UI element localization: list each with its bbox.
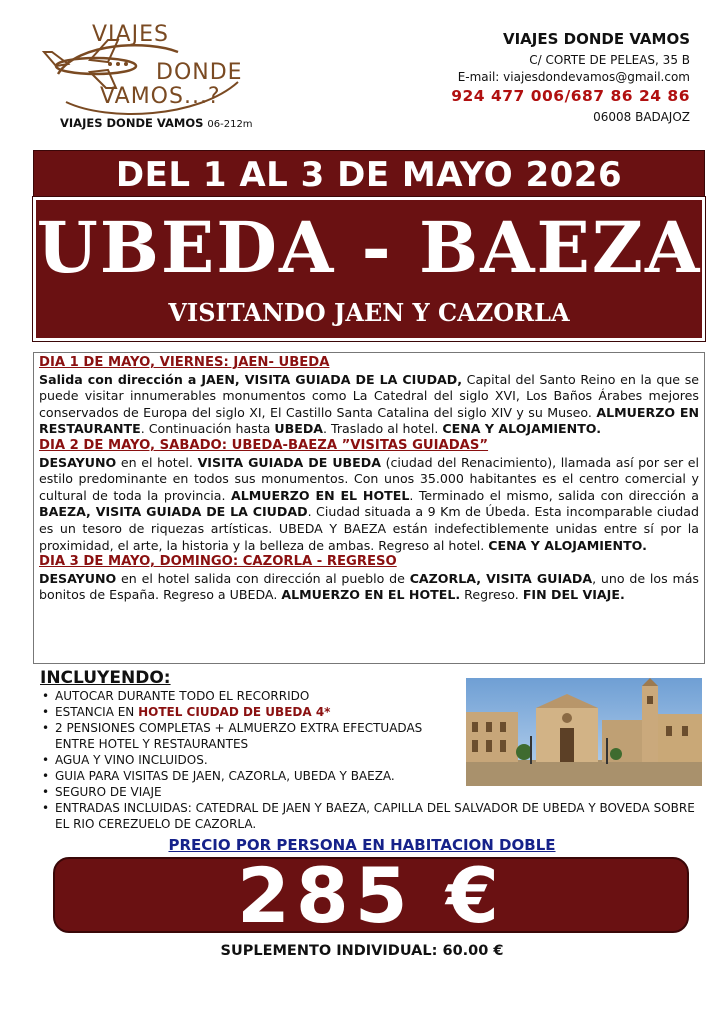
- agency-phone[interactable]: 924 477 006/687 86 24 86: [451, 87, 690, 105]
- agency-email[interactable]: E-mail: viajesdondevamos@gmail.com: [457, 70, 690, 84]
- agency-city: 06008 BADAJOZ: [593, 110, 690, 124]
- includes-item-insurance: • SEGURO DE VIAJE: [40, 784, 460, 800]
- itinerary-box: [33, 352, 705, 664]
- agency-address: C/ CORTE DE PELEAS, 35 B: [529, 53, 690, 67]
- day-2-title: DIA 2 DE MAYO, SABADO: UBEDA-BAEZA ”VISITAS GUIADAS”: [39, 437, 489, 453]
- single-supplement: SUPLEMENTO INDIVIDUAL: 60.00 €: [220, 943, 504, 959]
- hotel-name: HOTEL CIUDAD DE UBEDA 4*: [138, 705, 331, 719]
- trip-dates-banner: DEL 1 AL 3 DE MAYO 2026: [33, 150, 705, 198]
- day-3-description: DESAYUNO en el hotel salida con dirección al pueblo de CAZORLA, VISITA GUIADA, uno de los más bonitos de España. Regreso a UBEDA. ALMUERZO EN EL HOTEL. Regreso. FIN DEL VIAJE.: [39, 570, 699, 603]
- includes-list: [40, 688, 695, 832]
- day-2-description: DESAYUNO en el hotel. VISITA GUIADA DE UBEDA (ciudad del Renacimiento), llamada así por ser el estilo predominante en todos sus monumentos. Con unos 35.000 habitantes es el centro comercial y cultural de toda la provincia. ALMUERZO EN EL HOTEL. Terminado el mismo, salida con dirección a BAEZA, VISITA GUIADA DE LA CIUDAD. Ciudad situada a 9 Km de Úbeda. Esta incomparable ciudad es un tesoro de riquezas artísticas. UBEDA Y BAEZA están indefectiblemente unidas entre sí por la proximidad, el arte, la historia y la belleza de ambas. Regreso al hotel. CENA Y ALOJAMIENTO.: [39, 454, 700, 553]
- day-1-title: DIA 1 DE MAYO, VIERNES: JAEN- UBEDA: [39, 355, 330, 370]
- includes-item-hotel: • ESTANCIA EN HOTEL CIUDAD DE UBEDA 4*: [40, 704, 460, 720]
- includes-item-guide: • GUIA PARA VISITAS DE JAEN, CAZORLA, UBEDA Y BAEZA.: [40, 768, 460, 784]
- includes-item-board: • 2 PENSIONES COMPLETAS + ALMUERZO EXTRA EFECTUADAS ENTRE HOTEL Y RESTAURANTES: [40, 720, 460, 752]
- agency-contact: [451, 30, 690, 127]
- logo-text-viajes: VIAJES: [92, 22, 169, 47]
- day-3-title: DIA 3 DE MAYO, DOMINGO: CAZORLA - REGRESO: [39, 554, 397, 570]
- logo-text-vamos: VAMOS...?: [100, 84, 221, 109]
- logo-text-donde: DONDE: [156, 60, 243, 85]
- license-number: 06-212m: [207, 119, 253, 130]
- includes-item-bus: • AUTOCAR DURANTE TODO EL RECORRIDO: [40, 688, 460, 704]
- agency-logo: [38, 22, 268, 134]
- price-label: PRECIO POR PERSONA EN HABITACION DOBLE: [168, 836, 556, 854]
- ubeda-plaza-photo: [466, 678, 702, 786]
- includes-item-drinks: • AGUA Y VINO INCLUIDOS.: [40, 752, 460, 768]
- trip-subtitle: VISITANDO JAEN Y CAZORLA: [168, 298, 570, 327]
- price-amount: 285 €: [53, 857, 689, 933]
- day-1-description: Salida con dirección a JAEN, VISITA GUIADA DE LA CIUDAD, Capital del Santo Reino en la que se puede visitar innumerables monumentos como La Catedral del siglo XVI, Los Baños Árabes mejores conservados de Europa del siglo XI, El Castillo Santa Catalina del siglo XIV y su Museo. ALMUERZO EN RESTAURANTE. Continuación hasta UBEDA. Traslado al hotel. CENA Y ALOJAMIENTO.: [39, 371, 700, 437]
- agency-name: VIAJES DONDE VAMOS: [502, 30, 690, 48]
- trip-title-banner: [33, 197, 705, 341]
- logo-caption-name: VIAJES DONDE VAMOS: [60, 116, 204, 130]
- includes-item-tickets: • ENTRADAS INCLUIDAS: CATEDRAL DE JAEN Y BAEZA, CAPILLA DEL SALVADOR DE UBEDA Y BOVEDA SOBRE EL RIO CEREZUELO DE CAZORLA.: [40, 800, 705, 832]
- includes-title: INCLUYENDO:: [40, 668, 171, 688]
- trip-title: UBEDA - BAEZA: [36, 206, 702, 289]
- logo-caption: [60, 116, 253, 130]
